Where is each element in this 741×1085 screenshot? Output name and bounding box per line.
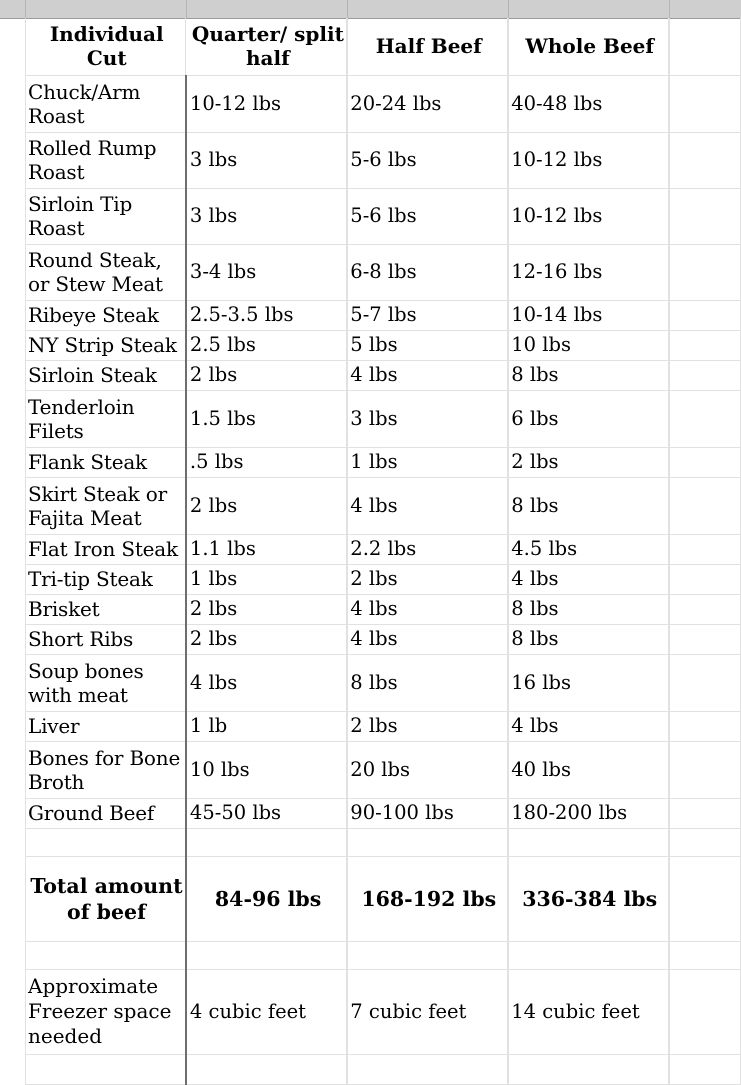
empty-cell	[669, 941, 741, 969]
half-amount: 3 lbs	[347, 390, 508, 447]
quarter-amount: 2 lbs	[186, 594, 347, 624]
empty-cell	[186, 828, 347, 856]
quarter-amount: 3-4 lbs	[186, 244, 347, 300]
half-amount: 5 lbs	[347, 330, 508, 360]
cut-name: Sirloin Steak	[25, 360, 186, 390]
sheet-header-bar	[0, 0, 741, 19]
empty-cell	[347, 828, 508, 856]
cut-name: Ribeye Steak	[25, 300, 186, 330]
quarter-amount: .5 lbs	[186, 447, 347, 477]
spacer-row	[25, 1054, 741, 1084]
cut-name: Tenderloin Filets	[25, 390, 186, 447]
header-whole: Whole Beef	[508, 18, 669, 75]
table-row	[25, 75, 741, 132]
whole-amount: 8 lbs	[508, 594, 669, 624]
whole-amount: 16 lbs	[508, 654, 669, 711]
half-amount: 1 lbs	[347, 447, 508, 477]
half-amount: 20-24 lbs	[347, 75, 508, 132]
empty-cell	[186, 1054, 347, 1084]
table-row	[25, 711, 741, 741]
whole-amount: 4.5 lbs	[508, 534, 669, 564]
whole-amount: 10-12 lbs	[508, 132, 669, 188]
half-amount: 6-8 lbs	[347, 244, 508, 300]
empty-cell	[669, 477, 741, 534]
empty-cell	[25, 941, 186, 969]
table-row	[25, 798, 741, 828]
whole-amount: 4 lbs	[508, 564, 669, 594]
empty-cell	[669, 564, 741, 594]
cut-name: Tri-tip Steak	[25, 564, 186, 594]
whole-amount: 8 lbs	[508, 360, 669, 390]
table-row	[25, 188, 741, 244]
table-row	[25, 360, 741, 390]
empty-cell	[508, 941, 669, 969]
cut-name: Skirt Steak or Fajita Meat	[25, 477, 186, 534]
empty-cell	[669, 741, 741, 798]
table-row	[25, 447, 741, 477]
table-row	[25, 594, 741, 624]
empty-cell	[669, 798, 741, 828]
half-amount: 2 lbs	[347, 564, 508, 594]
quarter-amount: 10 lbs	[186, 741, 347, 798]
whole-amount: 10-12 lbs	[508, 188, 669, 244]
empty-cell	[669, 300, 741, 330]
whole-amount: 12-16 lbs	[508, 244, 669, 300]
spreadsheet	[0, 18, 741, 1085]
header-quarter: Quarter/ split half	[186, 18, 347, 75]
empty-cell	[508, 828, 669, 856]
cut-name: Rolled Rump Roast	[25, 132, 186, 188]
table-row	[25, 624, 741, 654]
cut-name: Sirloin Tip Roast	[25, 188, 186, 244]
empty-cell	[669, 330, 741, 360]
half-amount: 4 lbs	[347, 360, 508, 390]
quarter-amount: 3 lbs	[186, 132, 347, 188]
quarter-amount: 4 lbs	[186, 654, 347, 711]
table-row	[25, 390, 741, 447]
empty-cell	[25, 828, 186, 856]
cut-name: Liver	[25, 711, 186, 741]
freezer-label: Approximate Freezer space needed	[25, 969, 186, 1054]
empty-cell	[669, 654, 741, 711]
table-row	[25, 564, 741, 594]
spacer-row	[25, 941, 741, 969]
half-amount: 2 lbs	[347, 711, 508, 741]
half-amount: 4 lbs	[347, 594, 508, 624]
cut-name: Short Ribs	[25, 624, 186, 654]
cut-name: Ground Beef	[25, 798, 186, 828]
whole-amount: 8 lbs	[508, 624, 669, 654]
table-row	[25, 244, 741, 300]
total-quarter: 84-96 lbs	[186, 856, 347, 941]
total-label: Total amount of beef	[25, 856, 186, 941]
empty-cell	[669, 244, 741, 300]
whole-amount: 180-200 lbs	[508, 798, 669, 828]
half-amount: 90-100 lbs	[347, 798, 508, 828]
freezer-whole: 14 cubic feet	[508, 969, 669, 1054]
quarter-amount: 1 lb	[186, 711, 347, 741]
table-row	[25, 654, 741, 711]
whole-amount: 10-14 lbs	[508, 300, 669, 330]
freezer-row	[25, 969, 741, 1054]
total-whole: 336-384 lbs	[508, 856, 669, 941]
quarter-amount: 2.5-3.5 lbs	[186, 300, 347, 330]
cut-name: NY Strip Steak	[25, 330, 186, 360]
half-amount: 5-6 lbs	[347, 132, 508, 188]
cut-name: Flank Steak	[25, 447, 186, 477]
cut-name: Bones for Bone Broth	[25, 741, 186, 798]
quarter-amount: 2.5 lbs	[186, 330, 347, 360]
whole-amount: 4 lbs	[508, 711, 669, 741]
half-amount: 4 lbs	[347, 477, 508, 534]
quarter-amount: 1 lbs	[186, 564, 347, 594]
table-row	[25, 300, 741, 330]
empty-cell	[669, 828, 741, 856]
total-half: 168-192 lbs	[347, 856, 508, 941]
quarter-amount: 2 lbs	[186, 360, 347, 390]
whole-amount: 40 lbs	[508, 741, 669, 798]
table-row	[25, 534, 741, 564]
empty-cell	[669, 594, 741, 624]
cut-name: Brisket	[25, 594, 186, 624]
cut-name: Chuck/Arm Roast	[25, 75, 186, 132]
empty-cell	[669, 390, 741, 447]
quarter-amount: 10-12 lbs	[186, 75, 347, 132]
quarter-amount: 3 lbs	[186, 188, 347, 244]
empty-cell	[669, 447, 741, 477]
half-amount: 2.2 lbs	[347, 534, 508, 564]
empty-cell	[347, 941, 508, 969]
empty-cell	[669, 18, 741, 75]
cut-name: Soup bones with meat	[25, 654, 186, 711]
quarter-amount: 1.5 lbs	[186, 390, 347, 447]
table-row	[25, 132, 741, 188]
empty-cell	[669, 856, 741, 941]
table-row	[25, 741, 741, 798]
empty-cell	[669, 188, 741, 244]
freezer-quarter: 4 cubic feet	[186, 969, 347, 1054]
quarter-amount: 45-50 lbs	[186, 798, 347, 828]
empty-cell	[669, 75, 741, 132]
cut-name: Round Steak, or Stew Meat	[25, 244, 186, 300]
empty-cell	[669, 360, 741, 390]
half-amount: 20 lbs	[347, 741, 508, 798]
header-half: Half Beef	[347, 18, 508, 75]
empty-cell	[669, 624, 741, 654]
total-row	[25, 856, 741, 941]
empty-cell	[669, 534, 741, 564]
empty-cell	[669, 711, 741, 741]
whole-amount: 6 lbs	[508, 390, 669, 447]
empty-cell	[669, 1054, 741, 1084]
beef-cuts-table	[25, 18, 741, 1085]
quarter-amount: 2 lbs	[186, 624, 347, 654]
half-amount: 8 lbs	[347, 654, 508, 711]
table-row	[25, 330, 741, 360]
whole-amount: 2 lbs	[508, 447, 669, 477]
whole-amount: 40-48 lbs	[508, 75, 669, 132]
quarter-amount: 2 lbs	[186, 477, 347, 534]
header-cut: Individual Cut	[25, 18, 186, 75]
empty-cell	[347, 1054, 508, 1084]
header-row	[25, 18, 741, 75]
cut-name: Flat Iron Steak	[25, 534, 186, 564]
quarter-amount: 1.1 lbs	[186, 534, 347, 564]
half-amount: 5-6 lbs	[347, 188, 508, 244]
table-row	[25, 477, 741, 534]
freezer-half: 7 cubic feet	[347, 969, 508, 1054]
empty-cell	[25, 1054, 186, 1084]
whole-amount: 10 lbs	[508, 330, 669, 360]
spacer-row	[25, 828, 741, 856]
empty-cell	[508, 1054, 669, 1084]
half-amount: 4 lbs	[347, 624, 508, 654]
empty-cell	[669, 132, 741, 188]
empty-cell	[186, 941, 347, 969]
whole-amount: 8 lbs	[508, 477, 669, 534]
empty-cell	[669, 969, 741, 1054]
half-amount: 5-7 lbs	[347, 300, 508, 330]
